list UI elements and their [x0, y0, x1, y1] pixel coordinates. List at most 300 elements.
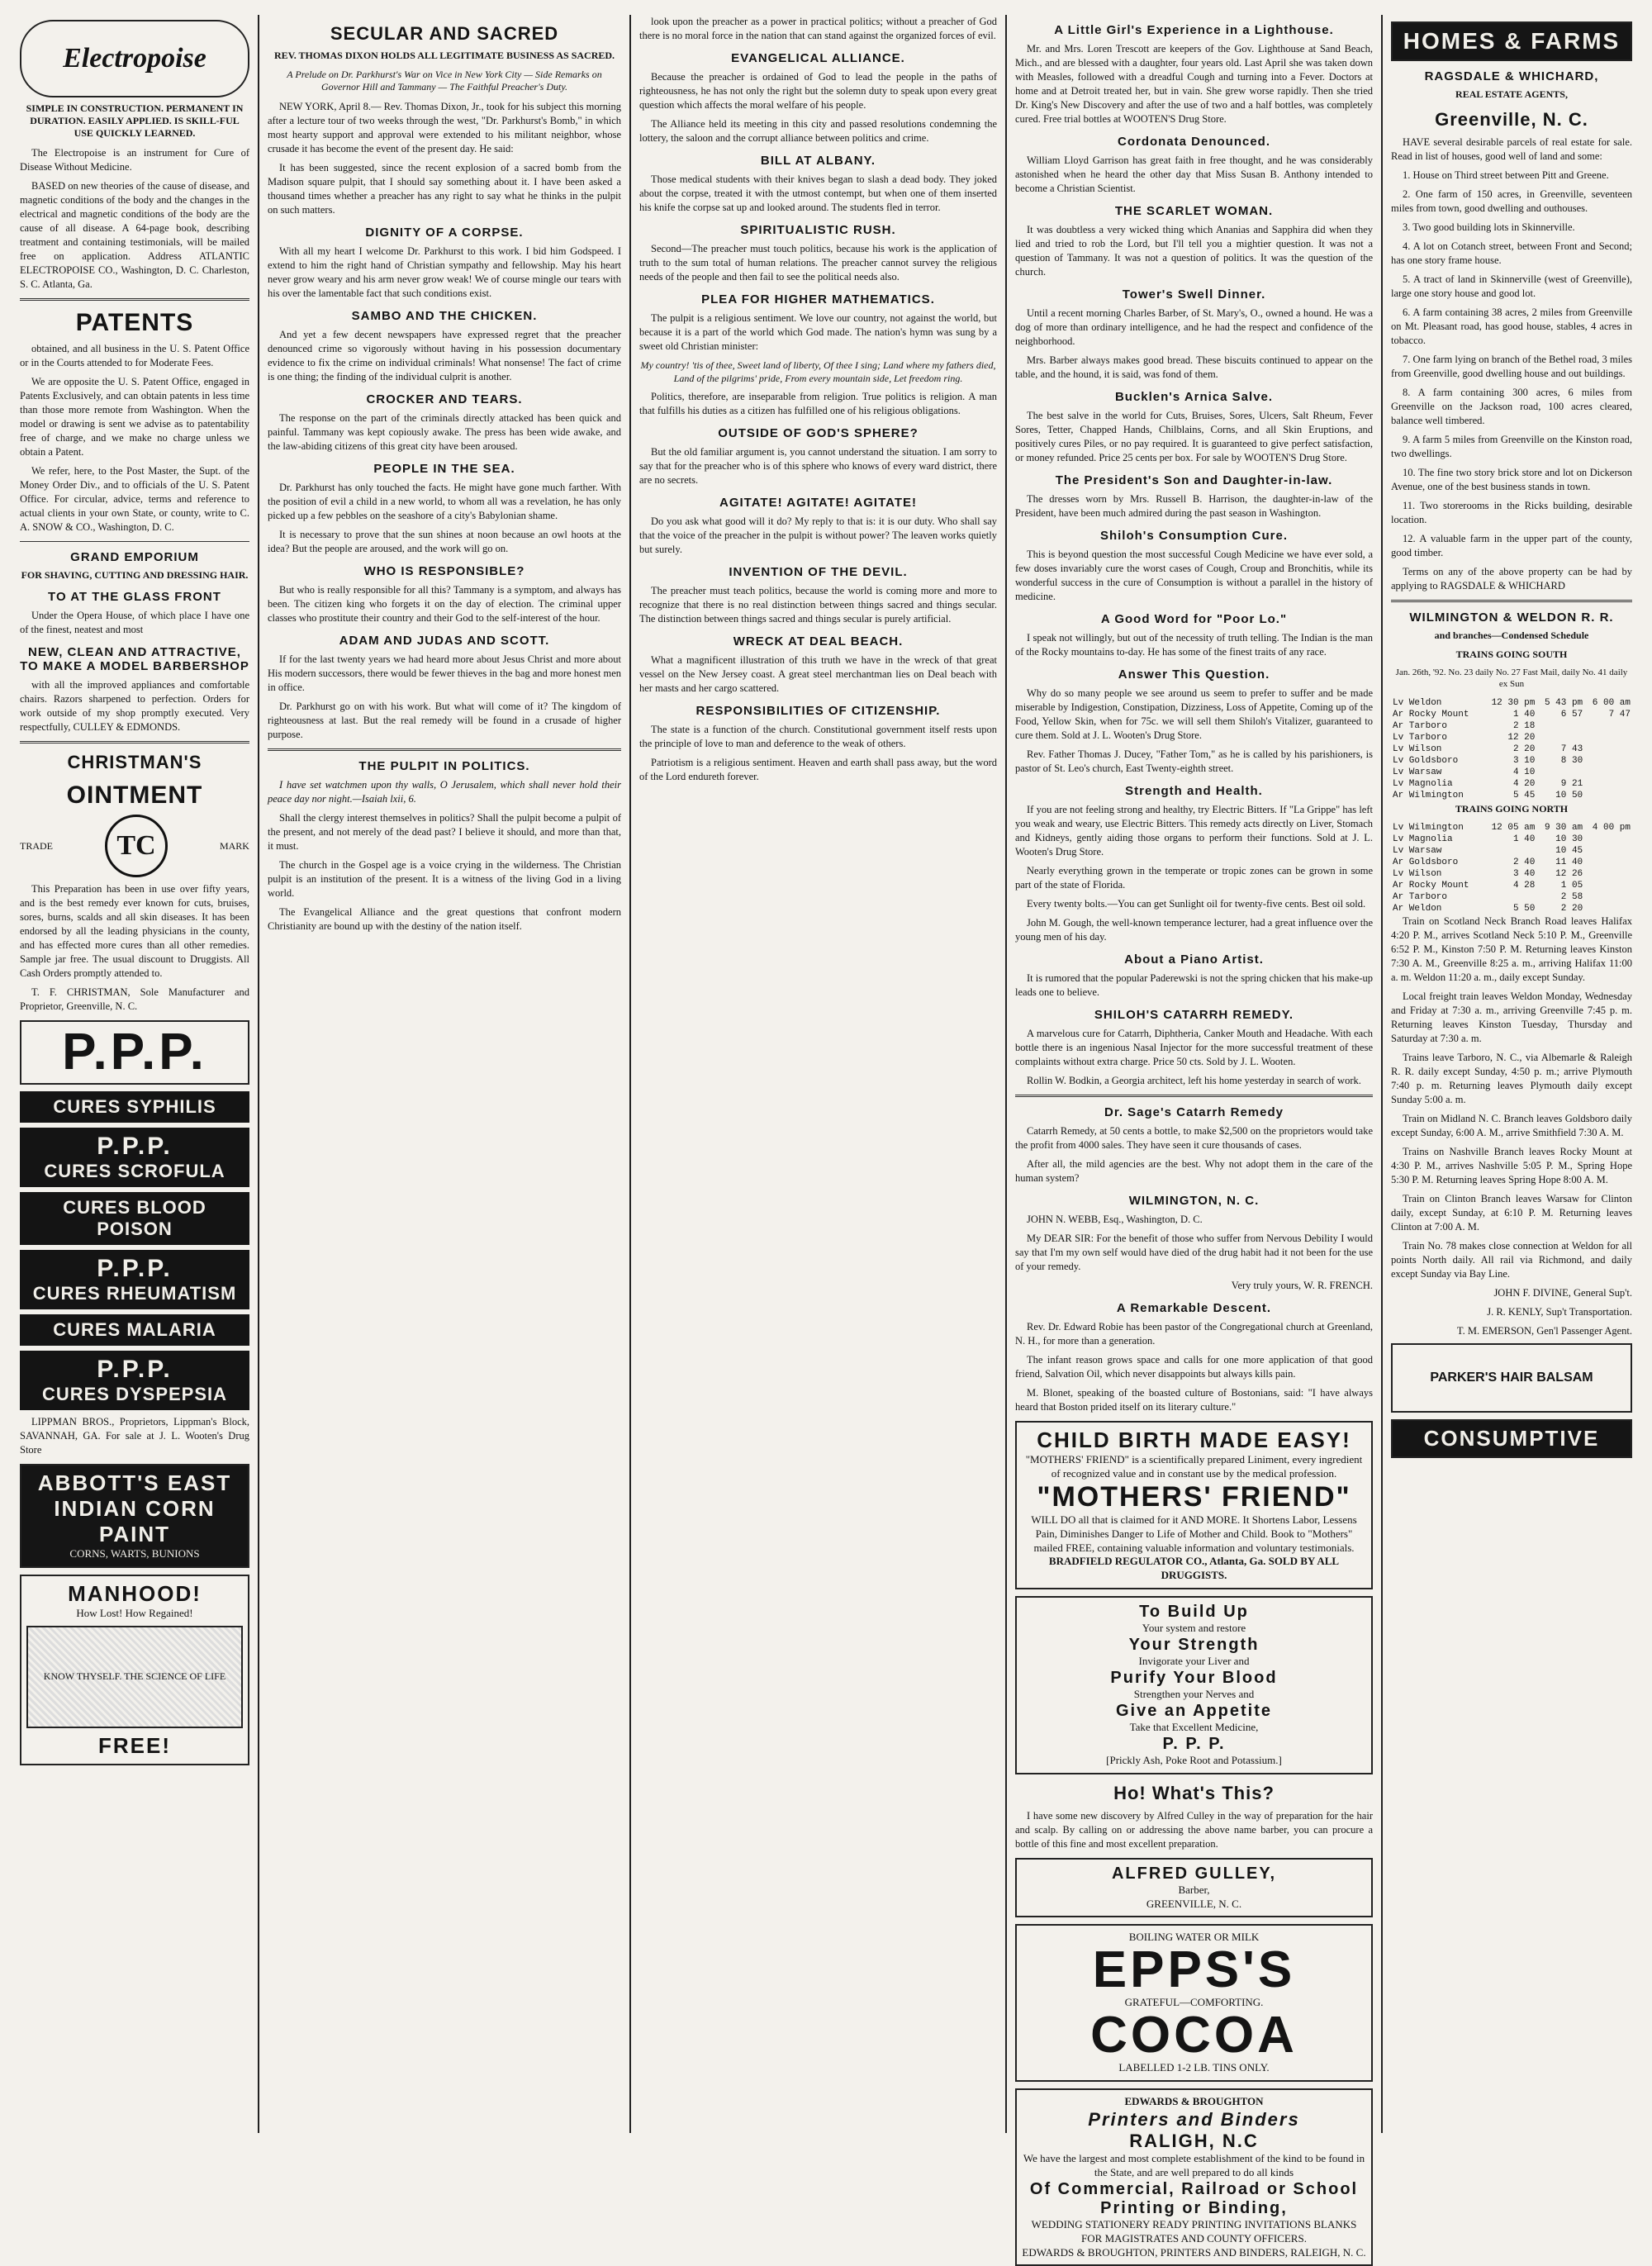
barber-city: GREENVILLE, N. C.	[1146, 1897, 1242, 1910]
time-cell: 12 26	[1555, 868, 1583, 879]
patents-text: obtained, and all business in the U. S. Patent Office or in the Courts attended to for Moderate Fees.	[20, 343, 249, 368]
article-paragraph: The Evangelical Alliance and the great questions that confront modern Christianity are bound up with the destiny of the nation itself.	[268, 906, 621, 932]
station-cell: Lv Wilson	[1393, 868, 1442, 879]
article-paragraph: If for the last twenty years we had heard more about Jesus Christ and more about His modern successors, there would be fewer thieves in the bag and more honest men in office.	[268, 653, 622, 693]
ppp-malaria-label: CURES MALARIA	[53, 1319, 216, 1340]
section-heading: Dr. Sage's Catarrh Remedy	[1104, 1105, 1284, 1119]
epps-subtitle: GRATEFUL—COMFORTING.	[1124, 1996, 1264, 2009]
time-cell: 2 20	[1512, 743, 1536, 754]
time-cell: 3 10	[1512, 755, 1536, 766]
station-cell: Ar Goldsboro	[1393, 857, 1459, 867]
article-paragraph: John M. Gough, the well-known temperance lecturer, had a great influence over the young men of his day.	[1015, 917, 1373, 943]
article-paragraph: Dr. Parkhurst has only touched the facts. He might have gone much farther. With the position of evil a child in a new world, to whom all was a revelation, he has only picked up a few pebbles on the seashore of a city's Babylonian shame.	[268, 482, 621, 521]
mothers-friend-text: WILL DO all that is claimed for it AND MORE. It Shortens Labor, Lessens Pain, Diminishes Danger to Life of Mother and Child. Book to "Mothers" mailed FREE, containing valuable information and voluntary testimonials.	[1031, 1513, 1357, 1554]
time-cell	[1483, 891, 1536, 903]
timetable-row	[1391, 720, 1632, 732]
patents-text-2: We are opposite the U. S. Patent Office, engaged in Patents Exclusively, and can obtain patents in less time than those more remote from Washington. When the model or drawing is sent we advise as to patentability free of charge, and we make no charge unless we obtain a Patent.	[20, 376, 249, 458]
section-heading: Bucklen's Arnica Salve.	[1114, 390, 1274, 404]
scripture-quote: I have set watchmen upon thy walls, O Jerusalem, which shall never hold their peace day nor night.—Isaiah lxii, 6.	[268, 779, 621, 805]
property-listing-item: 5. A tract of land in Skinnerville (west of Greenville), large one story house and good lot.	[1391, 273, 1632, 299]
printers-ad	[1015, 2088, 1373, 2266]
epps-cocoa: COCOA	[1090, 2007, 1298, 2064]
time-cell	[1584, 767, 1632, 778]
article-deck-2: A Prelude on Dr. Parkhurst's War on Vice in New York City — Side Remarks on Governor Hill and Tammany — The Faithful Preacher's Duty.	[287, 69, 602, 93]
section-heading: CROCKER AND TEARS.	[366, 392, 523, 406]
time-cell	[1584, 868, 1632, 880]
article-paragraph: Rev. Dr. Edward Robie has been pastor of the Congregational church at Greenland, N. H., for more than a generation.	[1015, 1321, 1373, 1347]
mothers-friend-footer: BRADFIELD REGULATOR CO., Atlanta, Ga. SOLD BY ALL DRUGGISTS.	[1048, 1555, 1340, 1582]
patents-heading: PATENTS	[75, 309, 194, 336]
article-paragraph: The infant reason grows space and calls for one more application of that good friend, Salvation Oil, which never disappoints but always kills pain.	[1015, 1354, 1373, 1380]
time-cell: 12 30 pm	[1491, 697, 1536, 708]
time-cell	[1584, 743, 1632, 755]
printers-city: RALIGH, N.C	[1129, 2131, 1259, 2152]
ppp-blood-label: CURES BLOOD POISON	[63, 1197, 206, 1239]
article-paragraph: The dresses worn by Mrs. Russell B. Harrison, the daughter-in-law of the President, have been much admired during the past season in Washington.	[1015, 493, 1373, 519]
timetable-row	[1391, 743, 1632, 755]
section-heading: About a Piano Artist.	[1124, 952, 1264, 967]
time-cell: 11 40	[1555, 857, 1583, 867]
barber-text-2: with all the improved appliances and comfortable chairs. Razors sharpened to perfection. Orders for work outside of my shop promptly executed. Very respectfully, CULLEY & EDMONDS.	[20, 679, 249, 733]
hymn-verse: My country! 'tis of thee, Sweet land of liberty, Of thee I sing; Land where my fathers died, Land of the pilgrims' pride, From every mountain side, Let freedom ring.	[640, 359, 996, 385]
mothers-friend-title: "MOTHERS' FRIEND"	[1037, 1480, 1351, 1513]
electropoise-tagline: SIMPLE IN CONSTRUCTION. PERMANENT IN DURATION. EASILY APPLIED. IS SKILL-FUL USE QUICKLY LEARNED.	[26, 102, 244, 139]
section-heading: BILL AT ALBANY.	[760, 154, 876, 168]
time-cell	[1584, 880, 1632, 891]
article-paragraph: With all my heart I welcome Dr. Parkhurst to this work. I bid him Godspeed. I extend to him the right hand of Christian sympathy and fellowship. May his heart never grow weary and his arm never grow weak! We of course mingle our tears with his over the lamentable fact that such conditions exist.	[268, 245, 621, 299]
parker-hair-balsam-ad	[1391, 1343, 1632, 1413]
childbirth-text: "MOTHERS' FRIEND" is a scientifically prepared Liniment, every ingredient of recognized value and in constant use by the medical profession.	[1025, 1453, 1363, 1480]
time-cell: 7 43	[1560, 743, 1583, 754]
electropoise-text-2: BASED on new theories of the cause of disease, and magnetic conditions of the body and the changes in the electrical and magnetic conditions of the body are the cause of all disease. A 64-page book, describing treatment and containing testimonials, will be mailed free on application. Address ATLANTIC ELECTROPOISE CO., Washington, D. C. Charleston, S. C. Atlanta, Ga.	[20, 180, 249, 290]
railroad-subtitle: and branches—Condensed Schedule	[1434, 629, 1589, 641]
article-paragraph: And yet a few decent newspapers have expressed regret that the preacher denounced crime so vigorously without having in his possession documentary evidence to fix the crime on individual criminals! What nonsense! The fact of crime is one thing; the finding of the individual culprit is another.	[268, 329, 621, 382]
barber-text: Under the Opera House, of which place I have one of the finest, neatest and most	[20, 610, 249, 635]
barber-heading-2: TO AT THE GLASS FRONT	[48, 590, 221, 604]
timetable-row	[1391, 880, 1632, 891]
buildup-line: Invigorate your Liver and	[1138, 1655, 1250, 1668]
section-heading: THE PULPIT IN POLITICS.	[358, 759, 530, 773]
buildup-line: Take that Excellent Medicine,	[1129, 1720, 1259, 1733]
section-heading: WHO IS RESPONSIBLE?	[363, 564, 525, 578]
article-paragraph: Patriotism is a religious sentiment. Heaven and earth shall pass away, but the word of the Lord endureth forever.	[639, 757, 997, 783]
manhood-title: MANHOOD!	[68, 1580, 202, 1606]
article-paragraph: The Alliance held its meeting in this city and passed resolutions condemning the lottery, the saloon and the corrupt alliance between politics and crime.	[639, 118, 997, 144]
time-cell	[1584, 834, 1632, 845]
property-listing-item: 9. A farm 5 miles from Greenville on the Kinston road, two dwellings.	[1391, 434, 1632, 459]
ppp-label: P.P.P.	[97, 1255, 173, 1282]
homes-farms-banner	[1391, 21, 1632, 61]
section-heading: A Good Word for "Poor Lo."	[1100, 612, 1288, 626]
book-title: KNOW THYSELF. THE SCIENCE OF LIFE	[43, 1670, 226, 1683]
column-real-estate-railroad	[1383, 15, 1640, 2133]
ppp-scrofula	[20, 1128, 249, 1187]
timetable-north	[1391, 822, 1632, 914]
divider	[20, 298, 249, 301]
time-cell: 2 58	[1560, 891, 1583, 902]
abbotts-title: ABBOTT'S EAST INDIAN CORN PAINT	[37, 1470, 232, 1546]
time-cell	[1584, 845, 1632, 857]
article-paragraph: Mrs. Barber always makes good bread. These biscuits continued to appear on the table, and the hound, it is said, was fond of them.	[1015, 354, 1373, 380]
buildup-line: To Build Up	[1139, 1603, 1249, 1622]
article-paragraph: Until a recent morning Charles Barber, of St. Mary's, O., owned a hound. He was a dog of more than ordinary intelligence, and he had the respect and confidence of the neighborhood.	[1015, 307, 1373, 347]
time-cell: 2 20	[1560, 903, 1583, 914]
article-paragraph: But the old familiar argument is, you cannot understand the situation. I am sorry to say that for the preacher who is of this sphere who knows of every ward district, there are no secrets.	[639, 446, 997, 487]
timetable-row	[1391, 857, 1632, 868]
epps-name: EPPS'S	[1092, 1941, 1296, 1999]
timetable-row	[1391, 755, 1632, 767]
time-cell: 12 20	[1507, 732, 1536, 743]
article-paragraph: Because the preacher is ordained of God to lead the people in the paths of righteousness, he has not only the right but the solemn duty to speak upon every great question which affects the moral welfare of his people.	[639, 71, 997, 111]
section-heading: RESPONSIBILITIES OF CITIZENSHIP.	[695, 704, 941, 719]
time-cell: 12 05 am	[1491, 822, 1536, 833]
article-paragraph: NEW YORK, April 8.— Rev. Thomas Dixon, Jr., took for his subject this morning after a lecture tour of two weeks through the west, "Dr. Parkhurst's Bomb," in which most hearty support and approval were extended to his militant neighbor, whose crusade it has become the event of the present day. He said:	[268, 101, 621, 154]
article-paragraph: Catarrh Remedy, at 50 cents a bottle, to make $2,500 on the proprietors would take the profit from 4000 sales. They have seen it cure thousands of cases.	[1015, 1125, 1373, 1151]
manhood-free: FREE!	[98, 1732, 171, 1758]
railroad-title: WILMINGTON & WELDON R. R.	[1409, 610, 1614, 625]
railroad-signature: JOHN F. DIVINE, General Sup't.	[1493, 1286, 1632, 1299]
section-heading: Strength and Health.	[1125, 784, 1263, 798]
station-cell: Ar Weldon	[1393, 903, 1442, 914]
section-heading: DIGNITY OF A CORPSE.	[365, 226, 524, 240]
childbirth-title: CHILD BIRTH MADE EASY!	[1037, 1428, 1351, 1452]
firm-subtitle: REAL ESTATE AGENTS,	[1455, 88, 1568, 100]
railroad-note: Local freight train leaves Weldon Monday, Wednesday and Friday at 7:30 a. m., arriving Greenville 7:45 p. m. Returning leaves Kinston Tuesday, Thursday and Saturday at 7:30 a. m.	[1391, 990, 1632, 1044]
divider	[20, 741, 249, 743]
ppp-footer: LIPPMAN BROS., Proprietors, Lippman's Block, SAVANNAH, GA. For sale at J. L. Wooten's Drug Store	[20, 1416, 249, 1456]
property-listing-item: 3. Two good building lots in Skinnerville.	[1403, 221, 1575, 233]
time-cell: 2 18	[1512, 720, 1536, 731]
divider	[1015, 1095, 1373, 1097]
section-heading: EVANGELICAL ALLIANCE.	[731, 51, 905, 65]
epps-top: BOILING WATER OR MILK	[1128, 1931, 1260, 1944]
ointment-heading: CHRISTMAN'S	[67, 752, 202, 772]
station-cell: Lv Tarboro	[1393, 732, 1448, 743]
buildup-line: Give an Appetite	[1115, 1701, 1273, 1720]
patents-text-3: We refer, here, to the Post Master, the Supt. of the Money Order Div., and to officials of the U. S. Patent Office. For circular, advice, terms and reference to actual clients in your own State, or county, write to C. A. SNOW & CO., Washington, D. C.	[20, 465, 249, 533]
letter-signature: Very truly yours, W. R. FRENCH.	[1231, 1280, 1373, 1291]
time-cell: 6 00 am	[1592, 697, 1631, 708]
manhood-subtitle: How Lost! How Regained!	[76, 1606, 193, 1619]
buildup-line: Your system and restore	[1142, 1622, 1246, 1635]
property-listing-item: 10. The fine two story brick store and lot on Dickerson Avenue, one of the best business stands in town.	[1391, 467, 1632, 492]
article-paragraph: A marvelous cure for Catarrh, Diphtheria, Canker Mouth and Headache. With each bottle there is an ingenious Nasal Injector for the more successful treatment of these complaints without extra charge. Price 50 cts. Sold by J. L. Wooten.	[1015, 1028, 1373, 1067]
trademark-row	[20, 815, 249, 877]
article-paragraph: It is necessary to prove that the sun shines at noon because an owl hoots at the idea? But the people are aroused, and the work will go on.	[268, 529, 621, 554]
time-cell: 6 57	[1560, 709, 1583, 720]
column-miscellany	[1007, 15, 1383, 2259]
printers-footer: EDWARDS & BROUGHTON, PRINTERS AND BINDERS, RALEIGH, N. C.	[1022, 2245, 1366, 2259]
article-paragraph: It is rumored that the popular Paderewski is not the spring chicken that his make-up leads one to believe.	[1015, 972, 1373, 998]
time-cell	[1584, 778, 1632, 790]
railroad-north-heading: TRAINS GOING NORTH	[1455, 802, 1569, 815]
timetable-row	[1391, 834, 1632, 845]
article-paragraph: Why do so many people we see around us seem to prefer to suffer and be made miserable by Indigestion, Constipation, Dizziness, Loss of Appetite, Coming up of the Food, Yellow Skin, when for 75c. we will sell them Shiloh's Vitalizer, guaranteed to cure them. Sold at J. L. Wooten's Drug Store.	[1015, 687, 1373, 741]
mark-label: MARK	[219, 839, 249, 852]
article-paragraph: It was doubtless a very wicked thing which Ananias and Sapphira did when they lied and tried to rob the Lord, but I'll tell you a mightier question. It was not a question of Tammany. It was not a question of politics. It was the question of the church.	[1015, 224, 1373, 278]
station-cell: Ar Tarboro	[1393, 720, 1448, 731]
section-heading: WILMINGTON, N. C.	[1128, 1194, 1260, 1208]
trademark-logo-icon: TC	[105, 815, 168, 877]
firm-name: RAGSDALE & WHICHARD,	[1424, 69, 1599, 83]
barber-name: ALFRED GULLEY,	[1111, 1864, 1277, 1883]
time-cell: 3 40	[1512, 868, 1536, 879]
article-paragraph: It has been suggested, since the recent explosion of a sacred bomb from the Madison square pulpit, that I should say something about it. I have been asked a thousand times whether a preacher has any right to say what he thinks in the pulpit on such matters.	[268, 162, 621, 216]
time-cell: 9 21	[1560, 778, 1583, 789]
article-paragraph: After all, the mild agencies are the best. Why not adopt them in the care of the human system?	[1015, 1158, 1373, 1184]
railroad-signature: J. R. KENLY, Sup't Transportation.	[1487, 1305, 1632, 1318]
station-cell: Lv Wilmington	[1393, 822, 1464, 833]
time-cell	[1584, 720, 1632, 732]
section-heading: OUTSIDE OF GOD'S SPHERE?	[718, 426, 919, 441]
section-heading: PEOPLE IN THE SEA.	[373, 462, 515, 476]
time-cell: 2 40	[1512, 857, 1536, 867]
property-listing-item: 4. A lot on Cotanch street, between Front and Second; has one story frame house.	[1391, 240, 1632, 266]
time-cell: 1 40	[1512, 709, 1536, 720]
article-paragraph: What a magnificent illustration of this truth we have in the wreck of that great vessel on the New Jersey coast. A great steel merchantman lies on Deal beach with her masts and her cargo scattered.	[639, 654, 997, 695]
property-listing-item: 6. A farm containing 38 acres, 2 miles from Greenville on Mt. Pleasant road, has good house, stables, 4 acres in tobacco.	[1391, 306, 1632, 346]
ppp-syphilis-label: CURES SYPHILIS	[53, 1096, 216, 1117]
time-cell: 4 10	[1512, 767, 1536, 777]
section-heading: Tower's Swell Dinner.	[1122, 287, 1266, 302]
railroad-note: Trains leave Tarboro, N. C., via Albemarle & Raleigh R. R. daily except Sunday, 4:50 p. m.; arrive Plymouth 7:40 p. m. Returning leaves Plymouth daily except Sunday 5:00 a. m.	[1391, 1051, 1632, 1105]
section-heading: SHILOH'S CATARRH REMEDY.	[1094, 1008, 1294, 1022]
section-heading: SAMBO AND THE CHICKEN.	[351, 309, 538, 323]
ppp-rheumatism-label: CURES RHEUMATISM	[32, 1283, 237, 1304]
ointment-text: This Preparation has been in use over fifty years, and is the best remedy ever known for cuts, bruises, sores, burns, scalds and all skin diseases. It has been endorsed by all the leading physicians in the county, and has effected more cures than all other remedies. Sample jar free. The usual discount to Druggists. All Cash Orders promptly attended to.	[20, 883, 249, 979]
trade-label: TRADE	[20, 839, 53, 852]
timetable-row	[1391, 778, 1632, 790]
time-cell: 10 50	[1555, 790, 1583, 800]
time-cell: 5 50	[1512, 903, 1536, 914]
section-heading: Answer This Question.	[1118, 667, 1270, 682]
ppp-label: P.P.P.	[97, 1133, 173, 1160]
letter-address: JOHN N. WEBB, Esq., Washington, D. C.	[1027, 1214, 1203, 1225]
article-paragraph: Second—The preacher must touch politics, because his work is the application of truth to the sum total of human relations. The preacher cannot survey the religious needs of the people and then fail to see the political needs also.	[639, 243, 997, 283]
parker-title: PARKER'S HAIR BALSAM	[1430, 1370, 1593, 1385]
article-paragraph: Politics, therefore, are inseparable from religion. True politics is religion. A man that fulfills his duties as a citizen has fulfilled one of his religious obligations.	[639, 391, 997, 417]
article-paragraph: M. Blonet, speaking of the boasted culture of Bostonians, said: "I have always heard that Boston prided itself on its literary culture."	[1015, 1387, 1373, 1413]
column-sermon-continued	[631, 15, 1007, 2133]
abbotts-subtitle: CORNS, WARTS, BUNIONS	[69, 1547, 200, 1560]
divider	[1391, 600, 1632, 602]
barber-heading: GRAND EMPORIUM	[70, 550, 199, 564]
time-cell	[1536, 732, 1584, 743]
property-listings	[1391, 169, 1632, 560]
divider	[268, 748, 621, 751]
station-cell: Ar Tarboro	[1393, 891, 1448, 902]
station-cell: Ar Wilmington	[1393, 790, 1464, 800]
timetable-header: Jan. 26th, '92. No. 23 daily No. 27 Fast Mail, daily No. 41 daily ex Sun	[1395, 667, 1628, 689]
property-listing-item: 2. One farm of 150 acres, in Greenville, seventeen miles from town, good dwelling and outhouses.	[1391, 188, 1632, 214]
time-cell	[1584, 903, 1632, 914]
ppp-blood	[20, 1192, 249, 1245]
station-cell: Lv Weldon	[1393, 697, 1442, 708]
barber-trade: Barber,	[1178, 1883, 1210, 1896]
section-heading: WRECK AT DEAL BEACH.	[733, 634, 904, 649]
printers-name: EDWARDS & BROUGHTON	[1124, 2095, 1264, 2108]
section-heading: Ho! What's This?	[1113, 1782, 1275, 1803]
section-heading: THE SCARLET WOMAN.	[1114, 204, 1274, 218]
article-paragraph: The pulpit is a religious sentiment. We love our country, not against the world, but because it is a part of the world which God made. The nation's hymn was sung by a sweet old Christian minister:	[639, 312, 997, 352]
property-listing-item: 1. House on Third street between Pitt and Greene.	[1403, 169, 1609, 181]
property-listing-item: 7. One farm lying on branch of the Bethel road, 3 miles from Greenville, good dwelling house and out buildings.	[1391, 354, 1632, 379]
buildup-line: Your Strength	[1128, 1636, 1260, 1655]
section-heading: AGITATE! AGITATE! AGITATE!	[719, 496, 918, 511]
article-paragraph: Do you ask what good will it do? My reply to that is: it is our duty. Who shall say that the voice of the preacher in the pulpit is without power? The leaven works quietly but surely.	[639, 515, 997, 556]
time-cell: 9 30 am	[1544, 822, 1583, 833]
timetable-row	[1391, 790, 1632, 801]
article-paragraph: This is beyond question the most successful Cough Medicine we have ever sold, a few doses invariably cure the worst cases of Cough, Croup and Bronchitis, while its wonderful success in the cure of Consumption is without a parallel in the history of medicine.	[1015, 549, 1373, 602]
portrait-illustration	[26, 1626, 243, 1728]
section-heading: INVENTION OF THE DEVIL.	[729, 565, 908, 580]
article-paragraph: The response on the part of the criminals directly attacked has been quick and painful. Tammany was kept copiously awake. The press has been wide awake, and the law-abiding citizens of this great city have been aroused.	[268, 412, 621, 452]
article-paragraph: Those medical students with their knives began to slash a dead body. They joked about the corpse, treated it with the utmost contempt, but when one of them inserted his knife the corpse sat up and looked around. The students fled in terror.	[639, 173, 997, 213]
article-paragraph: If you are not feeling strong and healthy, try Electric Bitters. If "La Grippe" has left you weak and weary, use Electric Bitters. This remedy acts directly on Liver, Stomach and Kidneys, gently aiding those organs to perform their functions. Sold at J. L. Wooten's Drug Store.	[1015, 804, 1373, 857]
station-cell: Ar Rocky Mount	[1393, 880, 1469, 891]
ppp-title: P.P.P.	[62, 1024, 207, 1081]
timetable-row	[1391, 845, 1632, 857]
time-cell: 4 28	[1512, 880, 1536, 891]
ointment-signature: T. F. CHRISTMAN, Sole Manufacturer and Proprietor, Greenville, N. C.	[20, 986, 249, 1012]
barber-card	[1015, 1858, 1373, 1918]
timetable-row	[1391, 891, 1632, 903]
timetable-row	[1391, 903, 1632, 914]
ppp-rheumatism	[20, 1250, 249, 1309]
time-cell: 10 45	[1555, 845, 1583, 856]
section-heading: A Little Girl's Experience in a Lighthouse.	[1054, 23, 1334, 37]
article-paragraph: I have some new discovery by Alfred Culley in the way of preparation for the hair and scalp. By calling on or addressing the above name barber, you can procure a bottle of this fine and most excellent preparation.	[1015, 1809, 1373, 1850]
ppp-buildup-ad	[1015, 1596, 1373, 1774]
time-cell	[1536, 720, 1584, 732]
consumptive-title: CONSUMPTIVE	[1423, 1425, 1600, 1451]
ppp-label: P.P.P.	[97, 1356, 173, 1383]
divider	[20, 541, 249, 542]
timetable-row	[1391, 822, 1632, 834]
time-cell: 1 05	[1560, 880, 1583, 891]
article-paragraph: The best salve in the world for Cuts, Bruises, Sores, Ulcers, Salt Rheum, Fever Sores, Tetter, Chapped Hands, Chilblains, Corns, and all Skin Eruptions, and positively cures Piles, or no pay required. It is guaranteed to give perfect satisfaction, or money refunded. Price 25 cents per box. For sale by WOOTEN'S Drug Store.	[1015, 410, 1373, 463]
time-cell: 1 40	[1512, 834, 1536, 844]
article-paragraph: The state is a function of the church. Constitutional government itself rests upon the principle of love to man and deference to the weak of others.	[639, 724, 997, 750]
railroad-note: Train on Clinton Branch leaves Warsaw for Clinton daily, except Sunday, at 6:10 P. M. Returning leaves Clinton at 7:00 A. M.	[1391, 1192, 1632, 1233]
homes-farms-title: HOMES & FARMS	[1403, 28, 1621, 54]
epps-label: LABELLED 1-2 LB. TINS ONLY.	[1118, 2061, 1270, 2074]
section-heading: PLEA FOR HIGHER MATHEMATICS.	[701, 292, 935, 306]
station-cell: Lv Goldsboro	[1393, 755, 1459, 766]
railroad-south-heading: TRAINS GOING SOUTH	[1455, 648, 1568, 660]
ppp-dyspepsia	[20, 1351, 249, 1410]
timetable-south	[1391, 697, 1632, 801]
time-cell: 4 00 pm	[1592, 822, 1631, 833]
column-sermon	[259, 15, 631, 2133]
section-heading: Shiloh's Consumption Cure.	[1099, 529, 1289, 543]
property-listing-item: 11. Two storerooms in the Ricks building, desirable location.	[1391, 500, 1632, 525]
buildup-line: [Prickly Ash, Poke Root and Potassium.]	[1106, 1753, 1282, 1766]
consumptive-ad	[1391, 1419, 1632, 1458]
time-cell: 4 20	[1512, 778, 1536, 789]
printers-services: Of Commercial, Railroad or School Printing or Binding,	[1029, 2179, 1359, 2217]
article-headline: SECULAR AND SACRED	[330, 23, 559, 44]
section-heading: Cordonata Denounced.	[1117, 135, 1270, 149]
station-cell: Ar Rocky Mount	[1393, 709, 1469, 720]
electropoise-text: The Electropoise is an instrument for Cure of Disease Without Medicine.	[20, 147, 249, 173]
article-paragraph: Shall the clergy interest themselves in politics? Shall the pulpit become a pulpit of the present, and not merely of the dead past? I believe it should, and more than that, it must.	[268, 812, 621, 852]
article-paragraph: Rev. Father Thomas J. Ducey, "Father Tom," as he is called by his parishioners, is pastor of St. Leo's church, East Twenty-eighth street.	[1015, 748, 1373, 774]
station-cell: Lv Magnolia	[1393, 778, 1453, 789]
ointment-heading-2: OINTMENT	[66, 781, 203, 809]
railroad-signature: T. M. EMERSON, Gen'l Passenger Agent.	[1456, 1324, 1632, 1337]
ppp-scrofula-label: CURES SCROFULA	[44, 1161, 225, 1181]
section-heading: The President's Son and Daughter-in-law.	[1055, 473, 1333, 487]
article-paragraph: look upon the preacher as a power in practical politics; without a preacher of God there is no moral force in the nation that can stand against the organized forces of evil.	[639, 16, 997, 41]
railroad-note: Train No. 78 makes close connection at Weldon for all points North daily. All rail via Richmond, and daily except Sunday via Bay Line.	[1391, 1239, 1632, 1280]
section-heading: A Remarkable Descent.	[1116, 1301, 1272, 1315]
manhood-ad	[20, 1575, 249, 1765]
ppp-malaria	[20, 1314, 249, 1346]
listing-intro: HAVE several desirable parcels of real estate for sale. Read in list of houses, good well of land and some:	[1391, 136, 1632, 162]
property-listing-item: 8. A farm containing 300 acres, 6 miles from Greenville on the Jackson road, 100 acres cleared, balance well timbered.	[1391, 387, 1632, 426]
section-heading: SPIRITUALISTIC RUSH.	[740, 223, 896, 237]
time-cell	[1584, 790, 1632, 801]
article-paragraph: The church in the Gospel age is a voice crying in the wilderness. The Christian pulpit is an institution of the present. It is a witness of the living God in a living world.	[268, 859, 621, 899]
time-cell: 7 47	[1608, 709, 1631, 720]
station-cell: Lv Warsaw	[1393, 767, 1442, 777]
printers-trade: Printers and Binders	[1088, 2109, 1300, 2131]
railroad-note: Trains on Nashville Branch leaves Rocky Mount at 4:30 P. M., arrives Nashville 5:05 P. M., Spring Hope 5:30 P. M. Returning leaves Spring Hope 8:00 A. M.	[1391, 1145, 1632, 1185]
time-cell: 5 43 pm	[1544, 697, 1583, 708]
epps-cocoa-ad	[1015, 1924, 1373, 2082]
childbirth-ad	[1015, 1421, 1373, 1589]
timetable-row	[1391, 868, 1632, 880]
time-cell	[1536, 767, 1584, 778]
time-cell	[1584, 857, 1632, 868]
timetable-row	[1391, 709, 1632, 720]
ppp-dyspepsia-label: CURES DYSPEPSIA	[41, 1384, 228, 1404]
buildup-line: Purify Your Blood	[1110, 1669, 1278, 1688]
time-cell	[1584, 891, 1632, 903]
buildup-line: Strengthen your Nerves and	[1133, 1688, 1255, 1701]
printers-stationery: WEDDING STATIONERY READY PRINTING INVITATIONS BLANKS FOR MAGISTRATES AND COUNTY OFFICERS.	[1031, 2217, 1357, 2245]
article-paragraph: The preacher must teach politics, because the world is coming more and more to recognize that there is no real distinction between things sacred and things secular. The distinction between things sacred and things secular is purely artificial.	[639, 585, 997, 625]
property-listing-item: 12. A valuable farm in the upper part of the county, good timber.	[1391, 533, 1632, 558]
railroad-note: Train on Midland N. C. Branch leaves Goldsboro daily except Sunday, 6:00 A. M., arrive Smithfield 7:30 A. M.	[1391, 1112, 1632, 1138]
article-paragraph: I speak not willingly, but out of the necessity of truth telling. The Indian is the man of the Rocky mountains to-day. He has some of the finest traits of any race.	[1015, 632, 1373, 658]
firm-city: Greenville, N. C.	[1435, 109, 1588, 130]
article-paragraph: William Lloyd Garrison has great faith in free thought, and he was considerably astonished when he heard the other day that Miss Susan B. Anthony intended to become a Christian Scientist.	[1015, 154, 1373, 194]
abbotts-ad	[20, 1464, 249, 1568]
ppp-ad	[20, 1020, 249, 1085]
article-paragraph: Every twenty bolts.—You can get Sunlight oil for twenty-five cents. Best oil sold.	[1027, 898, 1366, 910]
timetable-row	[1391, 732, 1632, 743]
article-paragraph: Dr. Parkhurst go on with his work. But what will come of it? The kingdom of righteousness at last. But the real remedy will be found in a crusade of higher purpose.	[268, 701, 621, 740]
article-deck: REV. THOMAS DIXON HOLDS ALL LEGITIMATE BUSINESS AS SACRED.	[273, 50, 615, 61]
ppp-syphilis	[20, 1091, 249, 1123]
time-cell: 5 45	[1512, 790, 1536, 800]
railroad-note: Train on Scotland Neck Branch Road leaves Halifax 4:20 P. M., arrives Scotland Neck 5:10 P. M., Greenville 6:52 P. M., Kinston 7:50 P. M. Returning leaves Kinston 7:30 A. M., Greenville 8:25 a. m., arriving Halifax 11:00 a. m. Weldon 11:20 a. m., daily except Sunday.	[1391, 914, 1632, 983]
article-paragraph: Mr. and Mrs. Loren Trescott are keepers of the Gov. Lighthouse at Sand Beach, Mich., and are blessed with a daughter, four years old. Last April she was taken down with Measles, followed with a dreadful Cough and turning into a Fever. Doctors at home and at Detroit treated her, but in vain. She grew worse rapidly. Then she tried Dr. King's New Discovery and after the use of two and a half bottles, was completely cured. Free trial bottles at WOOTEN'S Drug Store.	[1015, 43, 1373, 125]
station-cell: Lv Warsaw	[1393, 845, 1442, 856]
timetable-row	[1391, 767, 1632, 778]
printers-text: We have the largest and most complete establishment of the kind to be found in the State, and are well prepared to do all kinds	[1023, 2152, 1365, 2178]
article-paragraph: But who is really responsible for all this? Tammany is a symptom, and always has been. The citizen king who forgets it on the day of election. The criminal upper classes who prostitute their country and their God to the self-interest of the hour.	[268, 584, 621, 624]
article-paragraph: Rollin W. Bodkin, a Georgia architect, left his home yesterday in search of work.	[1027, 1075, 1361, 1086]
station-cell: Lv Magnolia	[1393, 834, 1453, 844]
electropoise-logo	[20, 20, 249, 97]
article-paragraph: Nearly everything grown in the temperate or tropic zones can be grown in some part of the state of Florida.	[1015, 865, 1373, 891]
section-heading: ADAM AND JUDAS AND SCOTT.	[339, 634, 550, 648]
time-cell	[1584, 732, 1632, 743]
letter-body: My DEAR SIR: For the benefit of those who suffer from Nervous Debility I would say that I'm my own self would have died of the drug habit had it not been for the use of your remedy.	[1015, 1233, 1373, 1272]
